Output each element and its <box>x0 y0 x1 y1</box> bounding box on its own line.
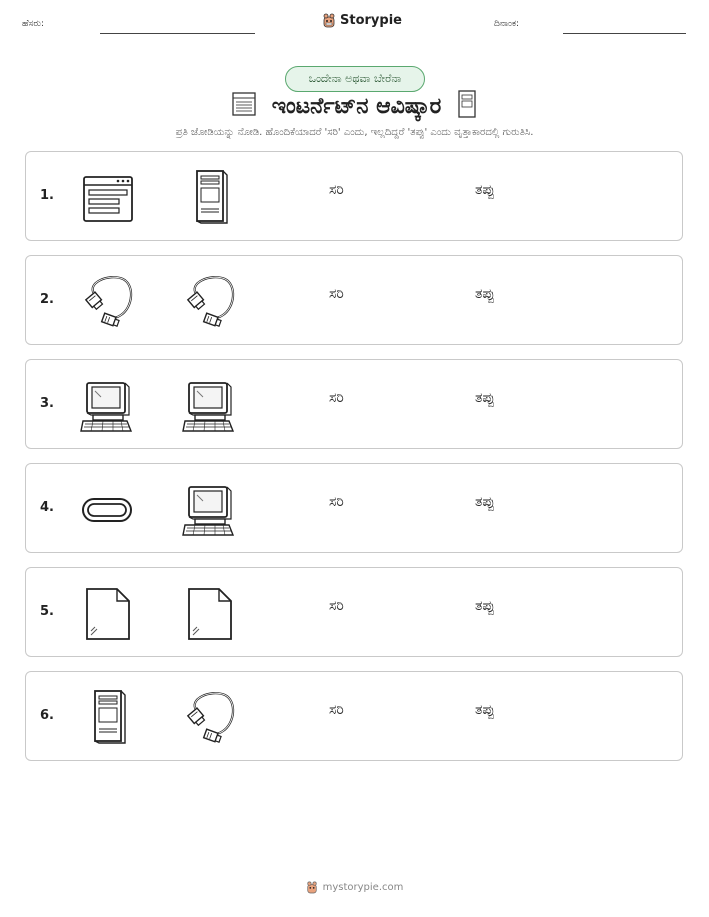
server-tower-icon <box>79 689 137 747</box>
desktop-computer-icon <box>181 377 239 435</box>
question-number: 4. <box>40 500 54 515</box>
true-option[interactable]: ಸರಿ <box>329 390 344 406</box>
question-number: 6. <box>40 708 54 723</box>
true-option[interactable]: ಸರಿ <box>329 598 344 614</box>
question-number: 2. <box>40 292 54 307</box>
footer-site: mystorypie.com <box>322 881 404 893</box>
question-number: 1. <box>40 188 54 203</box>
brand-name: Storypie <box>340 12 402 28</box>
activity-type-badge: ಒಂದೇನಾ ಅಥವಾ ಬೇರೆನಾ <box>285 66 425 92</box>
false-option[interactable]: ತಪ್ಪು <box>475 702 495 718</box>
storypie-mascot-icon <box>322 12 336 28</box>
page-title: ಇಂಟರ್ನೆಟ್‌ನ ಆವಿಷ್ಕಾರ <box>271 93 442 119</box>
true-option[interactable]: ಸರಿ <box>329 494 344 510</box>
storypie-mascot-icon <box>306 880 318 894</box>
desktop-computer-icon <box>79 377 137 435</box>
false-option[interactable]: ತಪ್ಪು <box>475 598 495 614</box>
question-row <box>25 359 683 449</box>
question-row <box>25 255 683 345</box>
server-tower-icon <box>181 169 239 227</box>
question-number: 3. <box>40 396 54 411</box>
question-row <box>25 567 683 657</box>
chain-link-icon <box>79 481 137 539</box>
ethernet-cable-icon <box>181 273 239 331</box>
true-option[interactable]: ಸರಿ <box>329 182 344 198</box>
false-option[interactable]: ತಪ್ಪು <box>475 494 495 510</box>
question-row <box>25 463 683 553</box>
ethernet-cable-icon <box>79 273 137 331</box>
date-label: ದಿನಾಂಕ: <box>494 19 520 29</box>
browser-window-icon <box>79 169 137 227</box>
document-file-icon <box>181 585 239 643</box>
false-option[interactable]: ತಪ್ಪು <box>475 286 495 302</box>
browser-window-icon <box>230 90 258 122</box>
document-file-icon <box>79 585 137 643</box>
false-option[interactable]: ತಪ್ಪು <box>475 390 495 406</box>
title-row <box>0 89 709 123</box>
server-tower-icon <box>455 89 479 123</box>
desktop-computer-icon <box>181 481 239 539</box>
false-option[interactable]: ತಪ್ಪು <box>475 182 495 198</box>
instructions: ಪ್ರತಿ ಜೋಡಿಯನ್ನು ನೋಡಿ. ಹೊಂದಿಕೆಯಾದರೆ 'ಸರಿ' ಎಂದು, ಇಲ್ಲದಿದ್ದರೆ 'ತಪ್ಪು' ಎಂದು ವೃತ್ತಾಕಾರದಲ್ಲಿ ಗುರುತಿಸಿ. <box>175 127 534 138</box>
name-label: ಹೆಸರು: <box>22 19 45 29</box>
question-row <box>25 151 683 241</box>
true-option[interactable]: ಸರಿ <box>329 702 344 718</box>
name-line[interactable] <box>100 33 255 34</box>
footer <box>0 880 709 894</box>
brand-logo <box>322 12 402 28</box>
question-row <box>25 671 683 761</box>
ethernet-cable-icon <box>181 689 239 747</box>
question-number: 5. <box>40 604 54 619</box>
date-line[interactable] <box>563 33 686 34</box>
true-option[interactable]: ಸರಿ <box>329 286 344 302</box>
